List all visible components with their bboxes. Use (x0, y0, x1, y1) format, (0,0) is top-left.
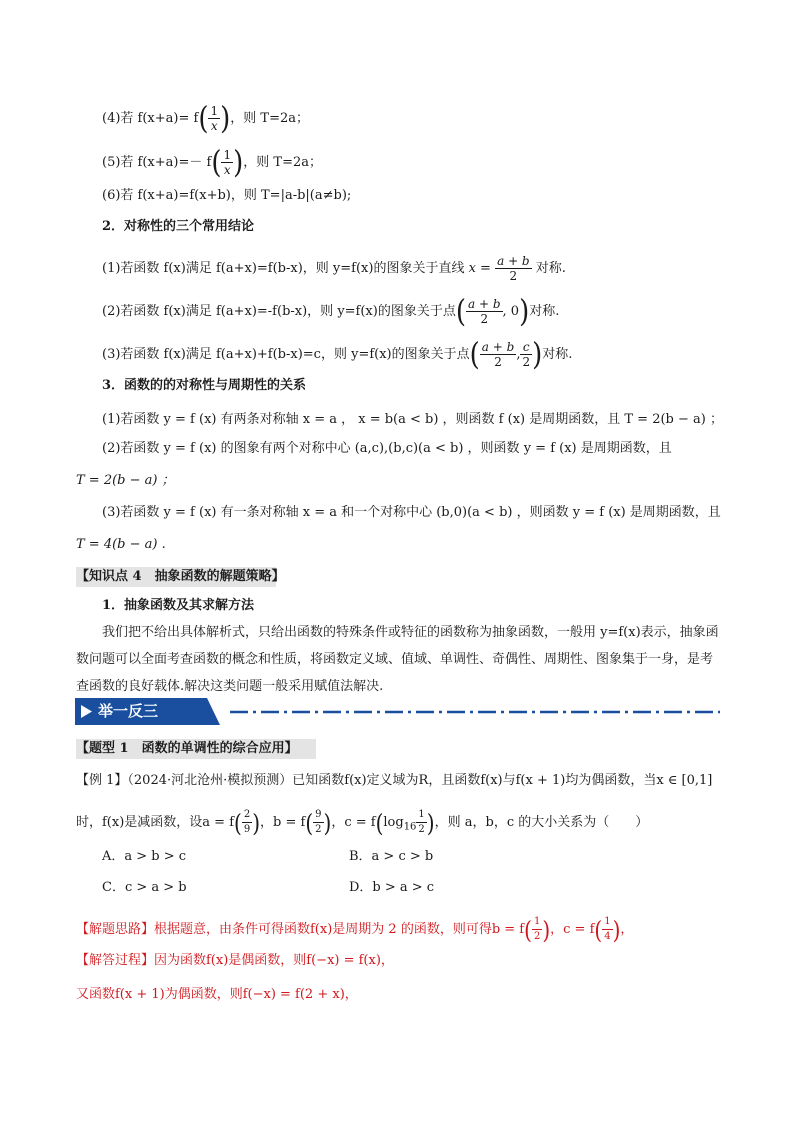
a-fraction: $\frac{2}{9}$ (243, 809, 251, 835)
relation-3b: T = 4(b − a) . (76, 537, 166, 552)
idea-b-fraction: $\frac{1}{2}$ (533, 916, 541, 942)
symmetry-2: (2)若函数 f(x)满足 f(a+x)=-f(b-x)，则 y=f(x)的图象关于点( $\frac{a + b}{2}$ , 0)对称. (102, 293, 560, 330)
rule-4-prefix: (4)若 f(x+a)= f (102, 111, 199, 126)
relation-3a: (3)若函数 y = f (x) 有一条对称轴 x = a 和一个对称中心 (b,0)(a < b) ，则函数 y = f (x) 是周期函数，且 (102, 505, 721, 520)
rule-5-prefix: (5)若 f(x+a)=－ f (102, 155, 212, 170)
rule-5-fraction: $\frac{1}{x}$ (223, 148, 232, 177)
rule-4-suffix: ，则 T=2a； (230, 111, 309, 126)
rule-5-suffix: ，则 T=2a； (243, 155, 322, 170)
banner-title: 举一反三 (98, 702, 159, 720)
symmetry-3: (3)若函数 f(x)满足 f(a+x)+f(b-x)=c，则 y=f(x)的图象关于点( $\frac{a + b}{2}$ , $\frac{c}{2}$ )对称. (102, 336, 573, 373)
rule-6: (6)若 f(x+a)=f(x+b)，则 T=|a-b|(a≠b); (102, 188, 352, 203)
example-line-1: 【例 1】（2024·河北沧州·模拟预测）已知函数f(x)定义域为R，且函数f(x)与f(x + 1)均为偶函数，当x ∈ [0,1] (76, 773, 713, 788)
symmetry-2-fraction: $\frac{a + b}{2}$ (468, 297, 501, 326)
relation-2b: T = 2(b − a) ； (76, 473, 175, 488)
relation-1: (1)若函数 y = f (x) 有两条对称轴 x = a ， x = b(a < b) ，则函数 f (x) 是周期函数，且 T = 2(b − a) ； (102, 412, 723, 427)
type-1-label: 【题型 1 函数的单调性的综合应用】 (76, 741, 298, 756)
rule-4: (4)若 f(x+a)= f( $\frac{1}{x}$ )，则 T=2a； (102, 100, 309, 137)
option-c: C．c > a > b (102, 880, 187, 895)
symmetry-3-fraction-2: $\frac{c}{2}$ (522, 340, 531, 369)
option-b: B．a > c > b (349, 849, 434, 864)
rule-5: (5)若 f(x+a)=－ f( $\frac{1}{x}$ )，则 T=2a； (102, 144, 322, 181)
rule-4-fraction: $\frac{1}{x}$ (210, 104, 219, 133)
example-line-2: 时，f(x)是减函数，设a = f( $\frac{2}{9}$ )，b = f( $\frac{9}{2}$ )，$c = f(\log_{16}$ $\frac{1}{2}$ )，则 a，b，c 的大小关系为（ ） (76, 808, 649, 837)
symmetry-heading: 2．对称性的三个常用结论 (102, 219, 255, 234)
idea-c-fraction: $\frac{1}{4}$ (604, 916, 611, 942)
b-fraction: $\frac{9}{2}$ (315, 809, 322, 835)
option-d: D．b > a > c (349, 880, 435, 895)
knowledge-4-heading: 1．抽象函数及其求解方法 (102, 598, 255, 613)
symmetry-3-fraction-1: $\frac{a + b}{2}$ (481, 340, 515, 369)
solution-idea: 【解题思路】根据题意，由条件可得函数f(x)是周期为 2 的函数，则可得b = f( $\frac{1}{2}$ )，c = f( $\frac{1}{4}$ )， (76, 915, 634, 944)
solution-process-2: 又函数f(x + 1)为偶函数，则f(−x) = f(2 + x)， (76, 987, 358, 1002)
relation-2a: (2)若函数 y = f (x) 的图象有两个对称中心 (a,c),(b,c)(a < b) ，则函数 y = f (x) 是周期函数，且 (102, 441, 672, 456)
banner-dashed-line (230, 710, 720, 714)
knowledge-4-body: 我们把不给出具体解析式，只给出函数的特殊条件或特征的函数称为抽象函数，一般用 y=f(x)表示，抽象函数问题可以全面考查函数的概念和性质，将函数定义域、值域、单调性、奇偶性、周期性、图象集于一身，是考查函数的良好载体.解决这类问题一般采用赋值法解决. (76, 625, 719, 694)
knowledge-4-label: 【知识点 4 抽象函数的解题策略】 (76, 569, 285, 584)
symmetry-1-fraction: $\frac{a + b}{2}$ (497, 254, 530, 283)
symmetry-1: (1)若函数 f(x)满足 f(a+x)=f(b-x)，则 y=f(x)的图象关于直线 x = $\frac{a + b}{2}$ 对称. (102, 254, 566, 283)
c-fraction: $\frac{1}{2}$ (418, 809, 425, 835)
option-a: A．a > b > c (102, 849, 187, 864)
solution-process-1: 【解答过程】因为函数f(x)是偶函数，则f(−x) = f(x)， (76, 953, 394, 968)
relation-heading: 3．函数的的对称性与周期性的关系 (102, 378, 307, 393)
